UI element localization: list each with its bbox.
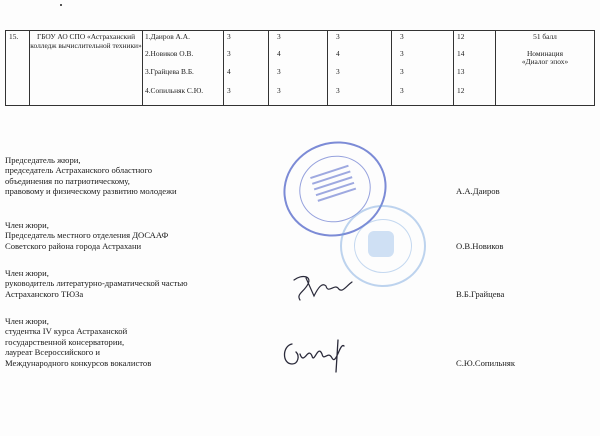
totals-column	[454, 31, 496, 106]
scan-dot	[60, 4, 62, 6]
score-value: 3	[277, 32, 281, 41]
score-value: 3	[277, 67, 281, 76]
jury-chairman-block	[5, 155, 585, 197]
score-value: 4	[336, 48, 340, 58]
member-name: 1.Даиров А.А.	[145, 32, 190, 41]
jury-line: лауреат Всероссийского и	[5, 347, 100, 358]
members-cell	[143, 31, 224, 106]
table-row	[6, 31, 595, 106]
score-column-1	[224, 31, 269, 106]
jury-line: председатель Астраханского областного	[5, 165, 153, 176]
jury-line: правовому и физическому развитию молодежи	[5, 186, 177, 197]
score-value: 3	[336, 32, 340, 41]
jury-line: Международного конкурсов вокалистов	[5, 357, 152, 368]
score-value: 3	[227, 85, 231, 95]
score-value: 3	[400, 85, 404, 95]
jury-line: Советского района города Астрахани	[5, 240, 142, 251]
jury-line: Председатель местного отделения ДОСААФ	[5, 230, 169, 241]
jury-line: студентка IV курса Астраханской	[5, 326, 128, 337]
nomination-value: «Диалог эпох»	[521, 57, 569, 67]
score-value: 3	[227, 48, 231, 58]
score-value: 3	[400, 67, 404, 76]
signature-graytseva	[290, 266, 360, 306]
total-value: 14	[457, 48, 465, 58]
score-value: 4	[227, 67, 231, 76]
jury-line: Член жюри,	[5, 268, 49, 278]
member-name: 3.Грайцева В.Б.	[145, 67, 194, 76]
nomination-label: Номинация	[526, 48, 564, 58]
jury-line: Председатель жюри,	[5, 155, 81, 165]
score-value: 3	[400, 32, 404, 41]
signature-sopilnyak	[278, 336, 358, 376]
member-name: 2.Новиков О.В.	[145, 48, 194, 58]
jury-name: О.В.Новиков	[456, 240, 504, 251]
total-value: 12	[457, 32, 465, 41]
score-value: 4	[277, 48, 281, 58]
score-column-2	[269, 31, 328, 106]
jury-name: В.Б.Грайцева	[456, 288, 505, 299]
jury-member-block	[5, 220, 585, 251]
score-value: 3	[227, 32, 231, 41]
jury-line: государственной консерватории,	[5, 336, 125, 347]
jury-name: А.А.Даиров	[456, 186, 500, 197]
jury-name: С.Ю.Сопильняк	[456, 357, 516, 368]
result-score: 51 балл	[533, 32, 557, 41]
jury-line: Член жюри,	[5, 316, 49, 326]
score-column-3	[328, 31, 392, 106]
member-name: 4.Сопильняк С.Ю.	[145, 85, 204, 95]
score-column-4	[392, 31, 454, 106]
jury-line: Член жюри,	[5, 220, 49, 230]
score-value: 3	[336, 85, 340, 95]
score-value: 3	[277, 85, 281, 95]
result-cell	[496, 31, 595, 106]
score-value: 3	[336, 67, 340, 76]
total-value: 12	[457, 85, 465, 95]
jury-line: руководитель литературно-драматической частью	[5, 278, 188, 289]
row-number: 15.	[6, 31, 30, 106]
jury-line: Астраханского ТЮЗа	[5, 288, 84, 299]
jury-line: объединения по патриотическому,	[5, 175, 130, 186]
results-table	[5, 30, 595, 106]
total-value: 13	[457, 67, 465, 76]
organization-cell: ГБОУ АО СПО «Астраханский колледж вычислительной техники»	[30, 31, 143, 106]
score-value: 3	[400, 48, 404, 58]
